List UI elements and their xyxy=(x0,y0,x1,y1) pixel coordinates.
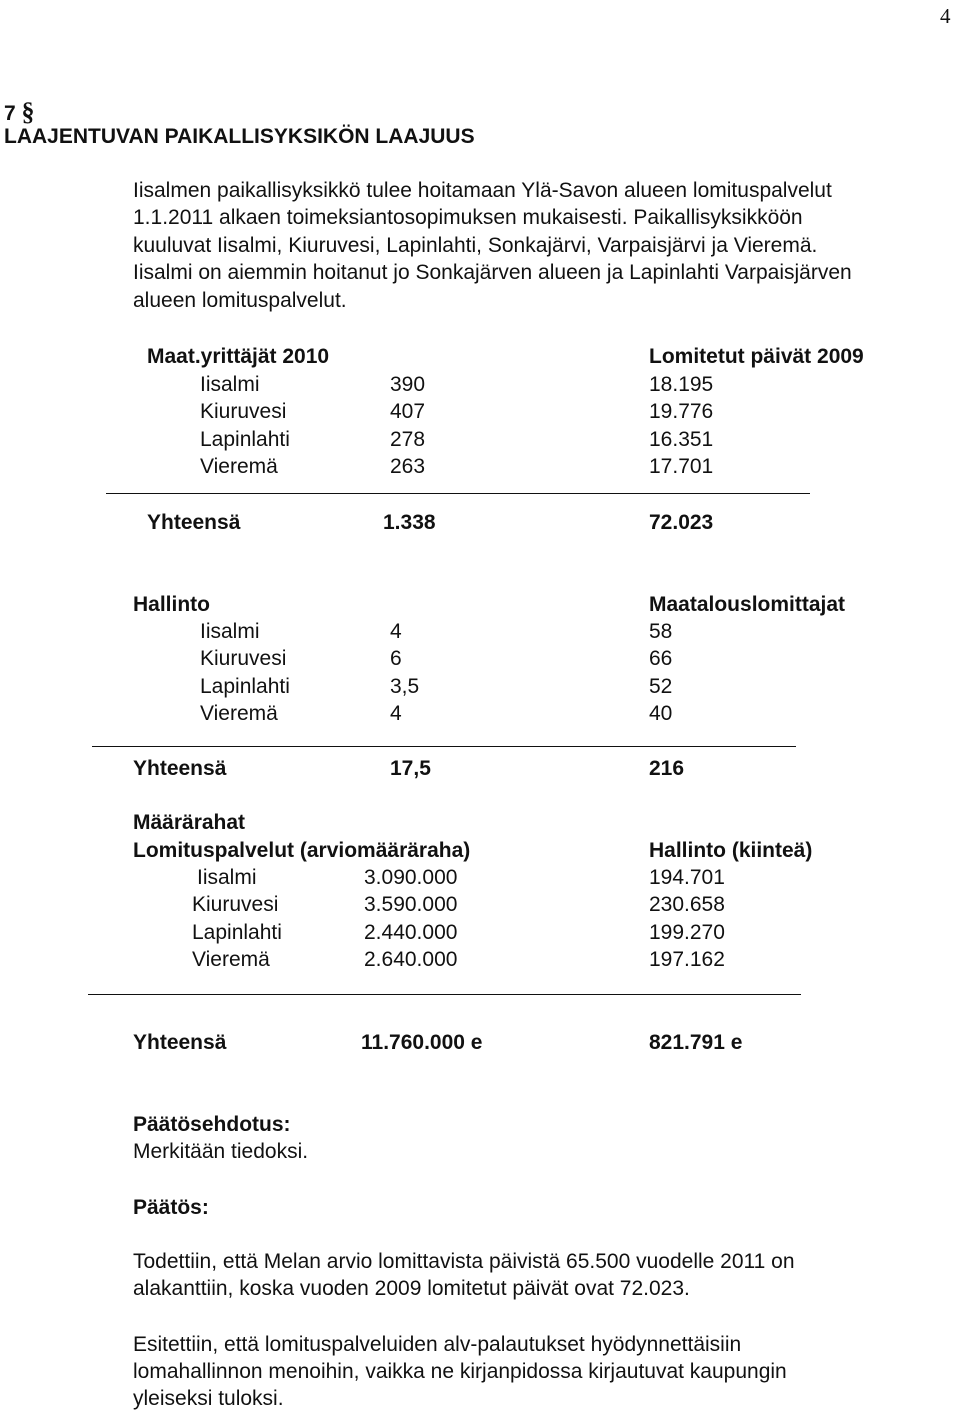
table3-title: Määrärahat xyxy=(133,811,246,834)
table2-row-relief: 40 xyxy=(649,702,673,725)
table3-row-admin: 230.658 xyxy=(649,893,725,916)
table3-divider xyxy=(88,994,801,995)
table3-header-right: Hallinto (kiinteä) xyxy=(649,839,813,862)
table3-total-services: 11.760.000 e xyxy=(361,1031,483,1054)
table3-row-services: 3.590.000 xyxy=(364,893,458,916)
intro-line: kuuluvat Iisalmi, Kiuruvesi, Lapinlahti, Sonkajärvi, Varpaisjärvi ja Vieremä. xyxy=(133,234,818,257)
table3-row-name: Kiuruvesi xyxy=(192,893,279,916)
section-symbol: § xyxy=(21,97,35,126)
table3-header-left: Lomituspalvelut (arviomääräraha) xyxy=(133,839,471,862)
section-title: LAAJENTUVAN PAIKALLISYKSIKÖN LAAJUUS xyxy=(4,125,475,148)
table3-total-admin: 821.791 e xyxy=(649,1031,743,1054)
decision-heading: Päätös: xyxy=(133,1196,209,1219)
proposal-heading: Päätösehdotus: xyxy=(133,1113,291,1136)
table2-total-relief: 216 xyxy=(649,757,685,780)
table2-row-admin: 4 xyxy=(390,702,402,725)
table1-row-days: 16.351 xyxy=(649,428,714,451)
intro-line: 1.1.2011 alkaen toimeksiantosopimuksen mukaisesti. Paikallisyksikköön xyxy=(133,206,803,229)
table3-row-services: 3.090.000 xyxy=(364,866,458,889)
table2-row-admin: 6 xyxy=(390,647,402,670)
section-number: 7 xyxy=(4,102,16,125)
table1-row-name: Kiuruvesi xyxy=(200,400,287,423)
table2-row-name: Kiuruvesi xyxy=(200,647,287,670)
table2-row-name: Lapinlahti xyxy=(200,675,290,698)
section-heading xyxy=(4,99,35,125)
table2-row-relief: 66 xyxy=(649,647,673,670)
table1-total-label: Yhteensä xyxy=(147,511,241,534)
table2-header-left: Hallinto xyxy=(133,593,210,616)
intro-line: alueen lomituspalvelut. xyxy=(133,289,347,312)
table2-divider xyxy=(92,746,796,747)
decision-line: Esitettiin, että lomituspalveluiden alv-palautukset hyödynnettäisiin xyxy=(133,1333,742,1356)
table1-row-count: 407 xyxy=(390,400,426,423)
table3-row-admin: 197.162 xyxy=(649,948,725,971)
table2-row-relief: 58 xyxy=(649,620,673,643)
table1-row-name: Lapinlahti xyxy=(200,428,290,451)
table2-header-right: Maatalouslomittajat xyxy=(649,593,846,616)
table1-header-left: Maat.yrittäjät 2010 xyxy=(147,345,330,368)
intro-line: Iisalmen paikallisyksikkö tulee hoitamaan Ylä-Savon alueen lomituspalvelut xyxy=(133,179,832,202)
table3-row-services: 2.440.000 xyxy=(364,921,458,944)
table1-row-name: Vieremä xyxy=(200,455,278,478)
table2-row-name: Iisalmi xyxy=(200,620,260,643)
table1-total-days: 72.023 xyxy=(649,511,714,534)
table1-total-count: 1.338 xyxy=(383,511,436,534)
table2-total-label: Yhteensä xyxy=(133,757,227,780)
proposal-text: Merkitään tiedoksi. xyxy=(133,1140,309,1163)
decision-line: alakanttiin, koska vuoden 2009 lomitetut päivät ovat 72.023. xyxy=(133,1277,690,1300)
intro-line: Iisalmi on aiemmin hoitanut jo Sonkajärven alueen ja Lapinlahti Varpaisjärven xyxy=(133,261,852,284)
table1-divider xyxy=(106,493,810,494)
table2-row-admin: 4 xyxy=(390,620,402,643)
decision-line: Todettiin, että Melan arvio lomittavista päivistä 65.500 vuodelle 2011 on xyxy=(133,1250,795,1273)
table3-row-admin: 199.270 xyxy=(649,921,725,944)
decision-line: yleiseksi tuloksi. xyxy=(133,1387,284,1410)
table3-row-admin: 194.701 xyxy=(649,866,725,889)
decision-line: lomahallinnon menoihin, vaikka ne kirjanpidossa kirjautuvat kaupungin xyxy=(133,1360,787,1383)
table2-row-relief: 52 xyxy=(649,675,673,698)
table3-row-name: Lapinlahti xyxy=(192,921,282,944)
table1-row-days: 17.701 xyxy=(649,455,714,478)
table1-row-name: Iisalmi xyxy=(200,373,260,396)
table3-row-name: Vieremä xyxy=(192,948,270,971)
table1-row-days: 19.776 xyxy=(649,400,714,423)
page-number: 4 xyxy=(940,4,951,28)
table1-row-days: 18.195 xyxy=(649,373,714,396)
table3-row-services: 2.640.000 xyxy=(364,948,458,971)
table1-row-count: 263 xyxy=(390,455,426,478)
table1-row-count: 278 xyxy=(390,428,426,451)
table1-row-count: 390 xyxy=(390,373,426,396)
table2-row-admin: 3,5 xyxy=(390,675,420,698)
table2-row-name: Vieremä xyxy=(200,702,278,725)
table2-total-admin: 17,5 xyxy=(390,757,431,780)
table3-row-name: Iisalmi xyxy=(197,866,257,889)
table3-total-label: Yhteensä xyxy=(133,1031,227,1054)
table1-header-right: Lomitetut päivät 2009 xyxy=(649,345,864,368)
